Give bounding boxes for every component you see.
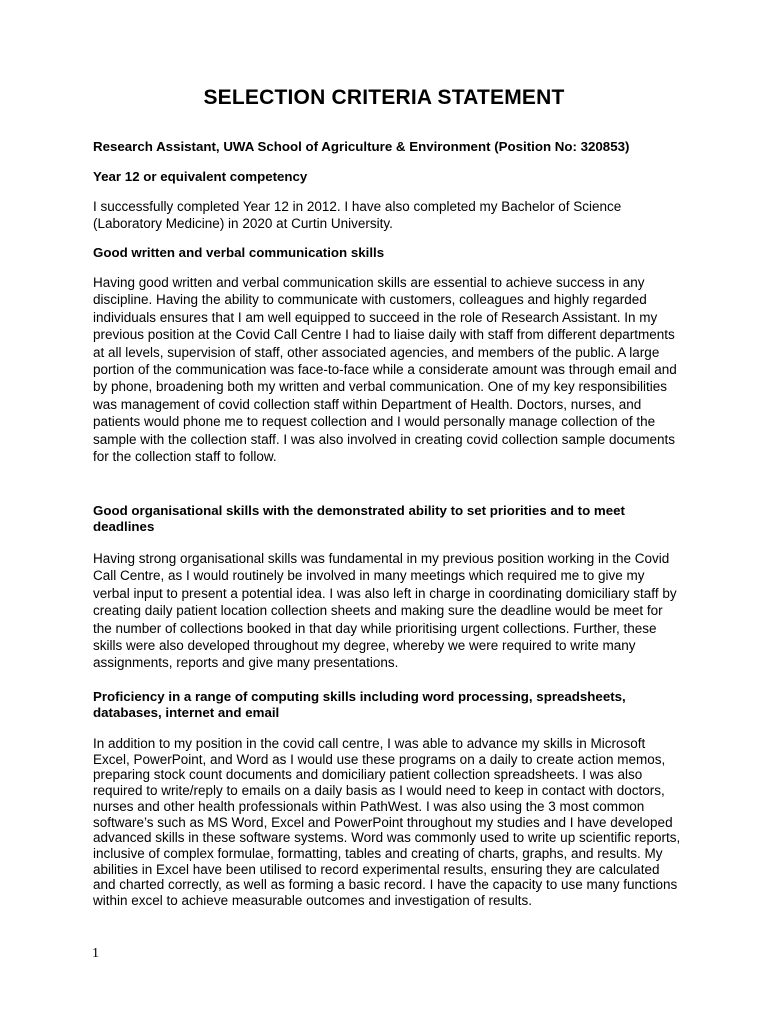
document-title: SELECTION CRITERIA STATEMENT <box>203 86 565 109</box>
position-heading: Research Assistant, UWA School of Agriculture & Environment (Position No: 320853) <box>93 139 630 154</box>
section-heading-computing: Proficiency in a range of computing skills including word processing, spreadsheets, databases, internet and email <box>93 689 626 720</box>
section-text-organisation: Having strong organisational skills was fundamental in my previous position working in the Covid Call Centre, as I would routinely be involved in many meetings which required me to give my verbal input to present a potential idea. I was also left in charge in coordinating domiciliary staff by creating daily patient location collection sheets and making sure the deadline would be meet for the number of collections booked in that day while prioritising urgent collections. Further, these skills were also developed throughout my degree, whereby we were required to write many assignments, reports and give many presentations. <box>93 551 677 671</box>
section-heading-year12: Year 12 or equivalent competency <box>93 169 308 184</box>
section-heading-communication: Good written and verbal communication skills <box>93 245 385 260</box>
section-heading-organisation: Good organisational skills with the demonstrated ability to set priorities and to meet deadlines <box>93 503 625 534</box>
section-text-communication: Having good written and verbal communication skills are essential to achieve success in any discipline. Having the ability to communicate with customers, colleagues and highly regarded individuals ensures that I am well equipped to succeed in the role of Research Assistant. In my previous position at the Covid Call Centre I had to liaise daily with staff from different departments at all levels, supervision of staff, other associated agencies, and members of the public. A large portion of the communication was face-to-face while a considerate amount was through email and by phone, broadening both my written and verbal communication. One of my key responsibilities was management of covid collection staff within Department of Health. Doctors, nurses, and patients would phone me to request collection and I would personally manage collection of the sample with the collection staff. I was also involved in creating covid collection sample documents for the collection staff to follow. <box>93 275 677 465</box>
page-number: 1 <box>92 946 99 961</box>
section-text-year12: I successfully completed Year 12 in 2012. I have also completed my Bachelor of Science (Laboratory Medicine) in 2020 at Curtin University. <box>93 199 622 232</box>
section-text-computing: In addition to my position in the covid call centre, I was able to advance my skills in Microsoft Excel, PowerPoint, and Word as I would use these programs on a daily to create action memos, preparing stock count documents and domiciliary patient collection spreadsheets. I was also required to write/reply to emails on a daily basis as I would need to keep in contact with doctors, nurses and other health professionals within PathWest. I was also using the 3 most common software’s such as MS Word, Excel and PowerPoint throughout my studies and I have developed advanced skills in these software systems. Word was commonly used to write up scientific reports, inclusive of complex formulae, formatting, tables and creating of charts, graphs, and results. My abilities in Excel have been utilised to record experimental results, ensuring they are calculated and charted correctly, as well as forming a basic record. I have the capacity to use many functions within excel to achieve measurable outcomes and investigation of results. <box>93 736 681 909</box>
